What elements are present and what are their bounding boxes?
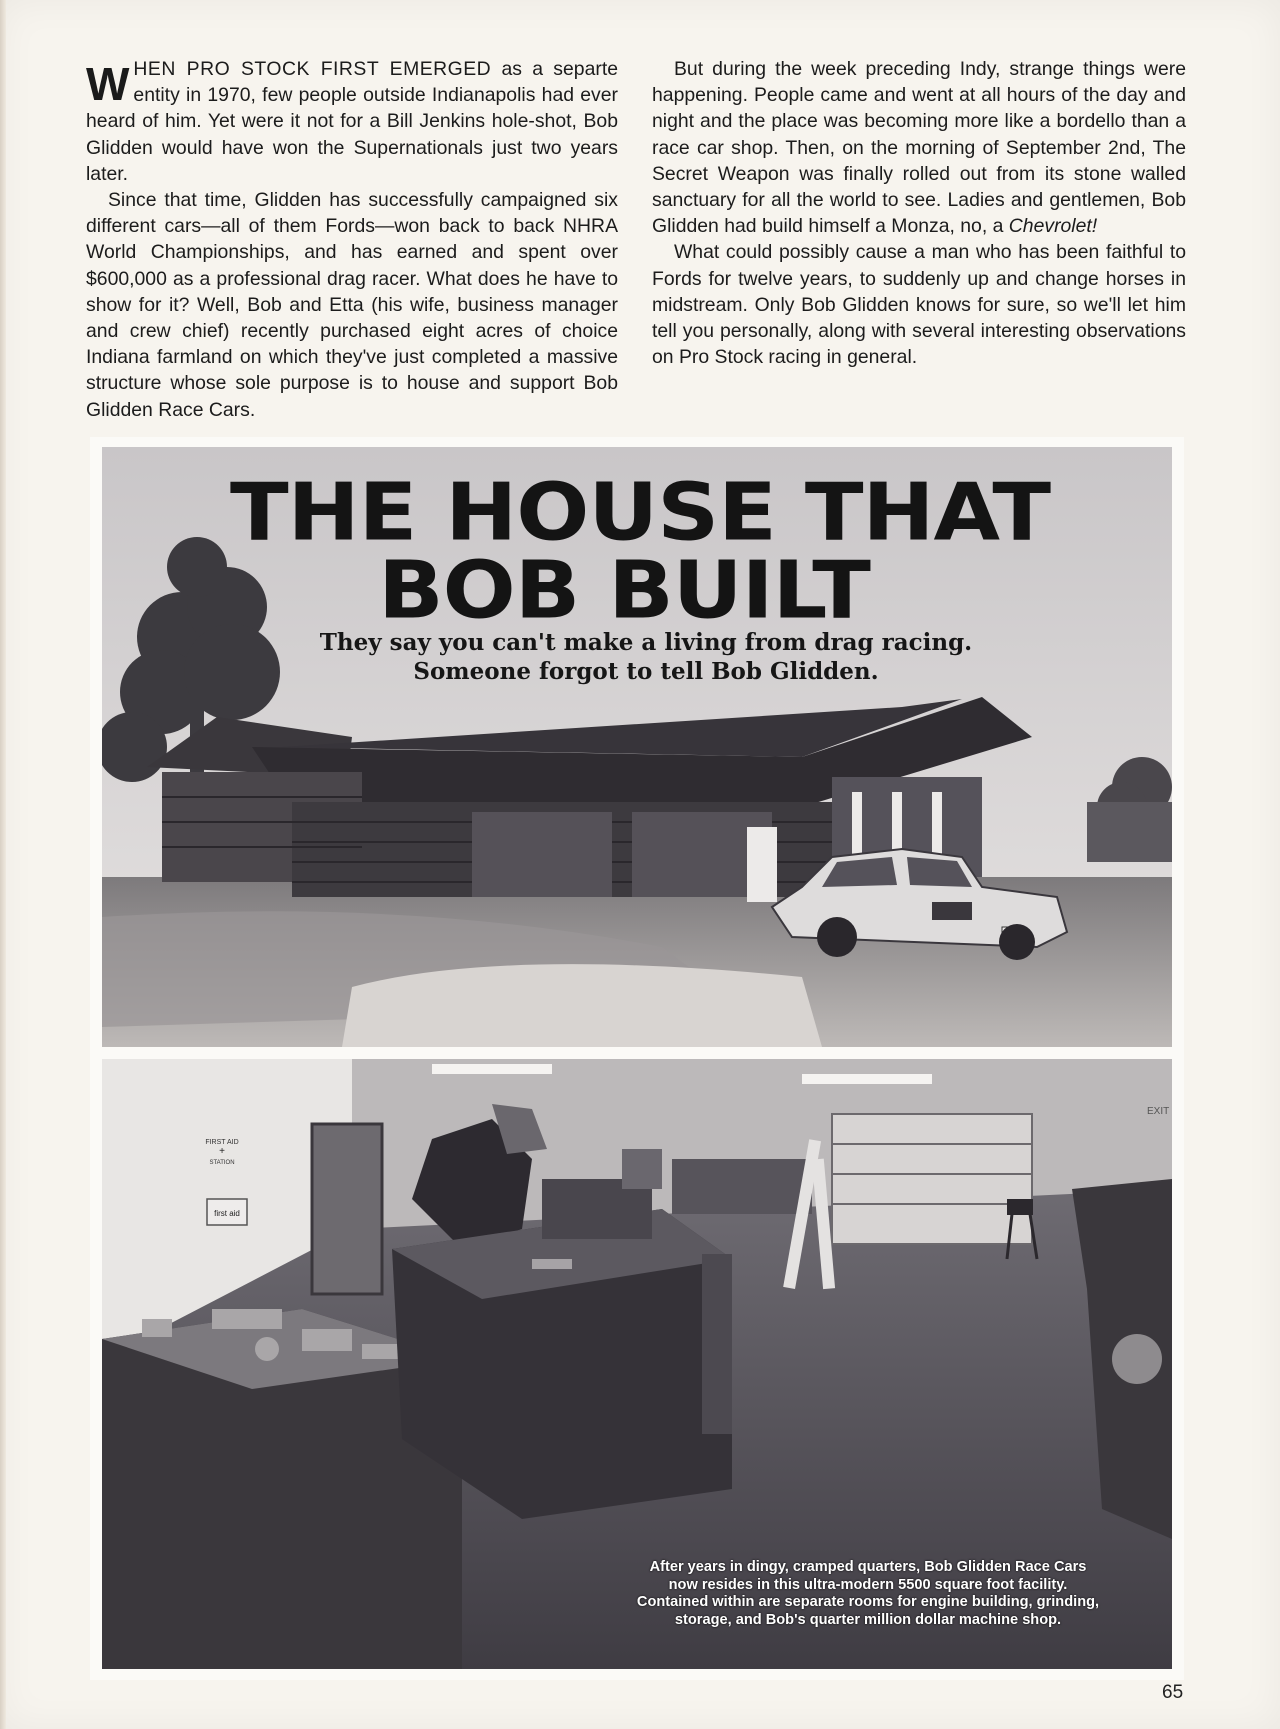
page-edge xyxy=(0,0,6,1729)
article-paragraph: What could possibly cause a man who has been faithful to Fords for twelve years, to suddenly up and change horses in midstream. Only Bob Glidden knows for sure, so we'll let him tell you personally, along with several interesting observations on Pro Stock racing in general. xyxy=(652,241,1186,369)
paragraph-text: But during the week preceding Indy, strange things were happening. People came and went at all hours of the day and night and the place was becoming more like a bordello than a race car shop. Then, on the morning of September 2nd, The Secret Weapon was finally rolled out from its stone walled sanctuary for all the world to see. Ladies and gentlemen, Bob Glidden had build himself a Monza, no, a xyxy=(652,58,1186,238)
article-column-left xyxy=(86,56,618,423)
subhead-line-1: They say you can't make a living from drag racing. xyxy=(319,629,973,656)
headline-line-1: THE HOUSE THAT xyxy=(229,467,1051,559)
emphasis-text: Chevrolet! xyxy=(1008,215,1098,238)
photo-caption: After years in dingy, cramped quarters, Bob Glidden Race Cars now resides in this ultra-modern 5500 square foot facility. Contained within are separate rooms for engine building, grinding, storage, and Bob's quarter million dollar machine shop. xyxy=(636,1559,1100,1628)
paragraph-text: as a separte entity in 1970, few people outside Indianapolis had ever heard of him. Yet were it not for a Bill Jenkins hole-shot, Bob Glidden would have won the Supernationals just two years later. xyxy=(86,58,618,185)
page-number: 65 xyxy=(1162,1682,1184,1703)
exit-sign-text: EXIT xyxy=(1147,1106,1170,1117)
article-column-right xyxy=(652,56,1186,370)
subhead-line-2: Someone forgot to tell Bob Glidden. xyxy=(413,658,879,685)
first-aid-box-text: first aid xyxy=(214,1209,240,1218)
article-paragraph xyxy=(86,56,618,187)
lead-in: HEN PRO STOCK FIRST EMERGED xyxy=(133,58,492,80)
article-paragraph: Since that time, Glidden has successfully campaigned six different cars—all of them Fords—won back to back NHRA World Championships, and has earned and spent over $600,000 as a professional drag racer. What does he have to show for it? Well, Bob and Etta (his wife, business manager and crew chief) recently purchased eight acres of choice Indiana farmland on which they've just completed a massive structure whose sole purpose is to house and support Bob Glidden Race Cars. xyxy=(86,189,618,421)
headline-line-2: BOB BUILT xyxy=(378,545,870,637)
svg-text:+: + xyxy=(219,1146,225,1157)
first-aid-sign-text: FIRST AID xyxy=(205,1139,239,1146)
first-aid-station-text: STATION xyxy=(209,1160,235,1166)
article-paragraph xyxy=(652,56,1186,239)
drop-cap: W xyxy=(86,58,130,110)
